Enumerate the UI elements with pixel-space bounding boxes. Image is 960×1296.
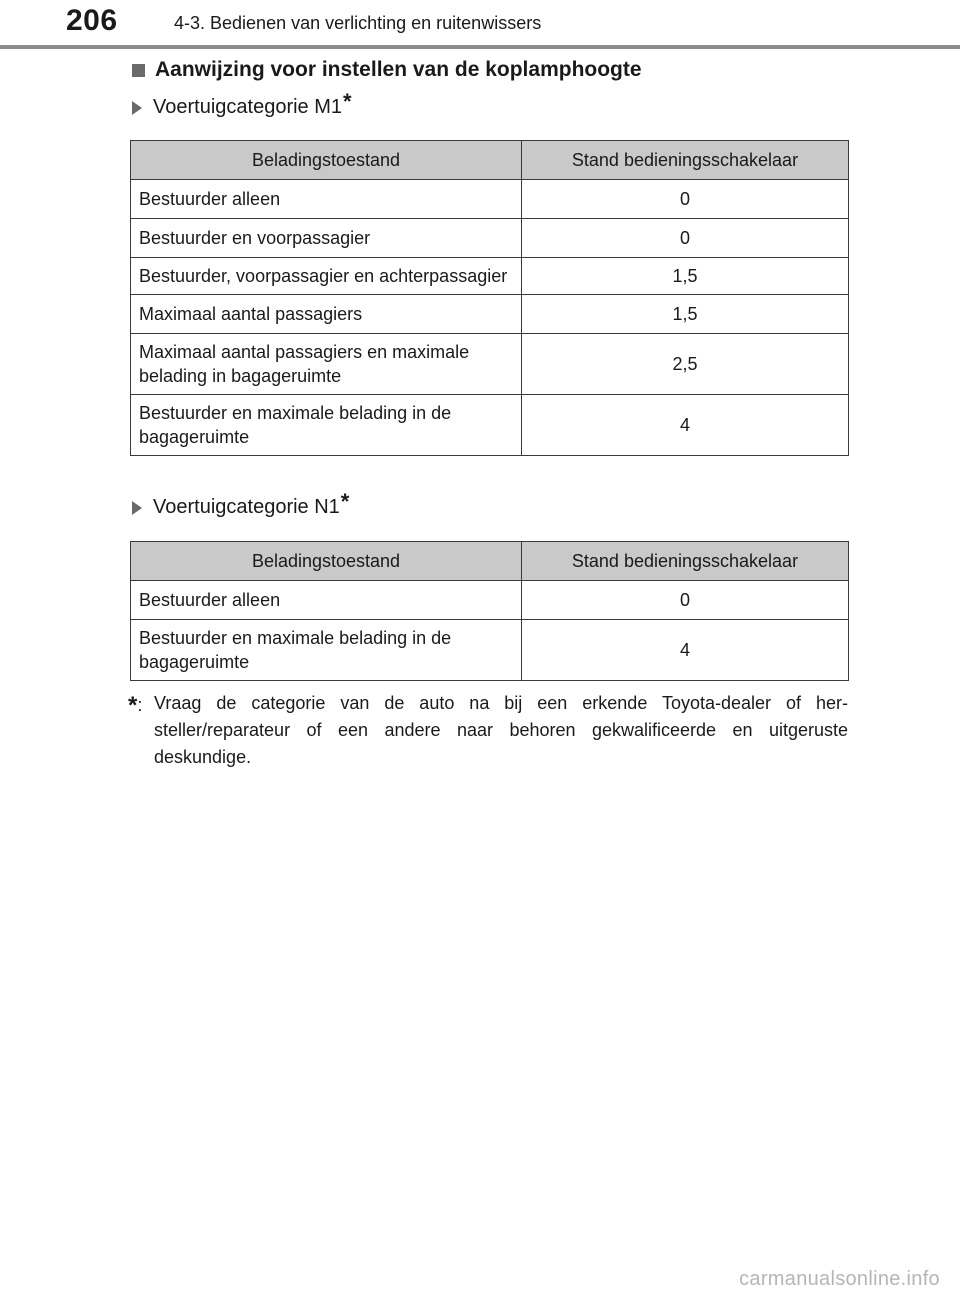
table-header-row [131,141,849,180]
cell-position: 2,5 [522,334,849,395]
cell-state: Bestuurder alleen [131,180,522,219]
footnote-text: Vraag de categorie van de auto na bij een erkende Toyota-dealer of hersteller/reparateur of een andere naar behoren gekwalificeerde en uitgeruste deskundige. [154,693,848,767]
cell-position: 0 [522,581,849,620]
footnote [128,690,848,771]
table-row [131,581,849,620]
subheading-n1: Voertuigcategorie N1 * [132,496,349,519]
table-row [131,180,849,219]
cell-state: Bestuurder en maximale belading in de bagageruimte [131,620,522,681]
column-header-position: Stand bedieningsschakelaar [522,141,849,180]
section-title: 4-3. Bedienen van verlichting en ruitenwissers [174,13,542,33]
table-row [131,295,849,334]
cell-position: 4 [522,395,849,456]
subheading-m1-text: Voertuigcategorie M1 [153,96,343,118]
table-m1 [130,140,849,456]
column-header-state: Beladingstoestand [131,542,522,581]
table-header-row [131,542,849,581]
table-row [131,258,849,295]
header-divider [0,45,960,49]
footnote-asterisk: * [128,692,138,719]
table-row [131,620,849,681]
cell-state: Bestuurder alleen [131,581,522,620]
cell-state: Bestuurder en maximale belading in de bagageruimte [131,395,522,456]
table-row [131,334,849,395]
page-number: 206 [66,4,118,37]
cell-position: 4 [522,620,849,681]
cell-position: 1,5 [522,295,849,334]
section-heading-text: Aanwijzing voor instellen van de koplamphoogte [155,58,642,81]
column-header-position: Stand bedieningsschakelaar [522,542,849,581]
cell-position: 0 [522,219,849,258]
cell-state: Maximaal aantal passagiers en maximale belading in bagageruimte [131,334,522,395]
table-row [131,219,849,258]
footnote-marker: *: [128,692,143,719]
subheading-n1-text: Voertuigcategorie N1 [153,496,340,518]
cell-position: 0 [522,180,849,219]
table-n1 [130,541,849,681]
section-heading [132,58,642,82]
triangle-bullet-icon [132,101,142,115]
watermark: carmanualsonline.info [739,1268,940,1290]
square-bullet-icon [132,64,145,77]
triangle-bullet-icon [132,501,142,515]
cell-state: Bestuurder en voorpassagier [131,219,522,258]
subheading-m1: Voertuigcategorie M1 * [132,96,352,119]
column-header-state: Beladingstoestand [131,141,522,180]
cell-state: Maximaal aantal passagiers [131,295,522,334]
table-row [131,395,849,456]
cell-position: 1,5 [522,258,849,295]
cell-state: Bestuurder, voorpassagier en achterpassagier [131,258,522,295]
